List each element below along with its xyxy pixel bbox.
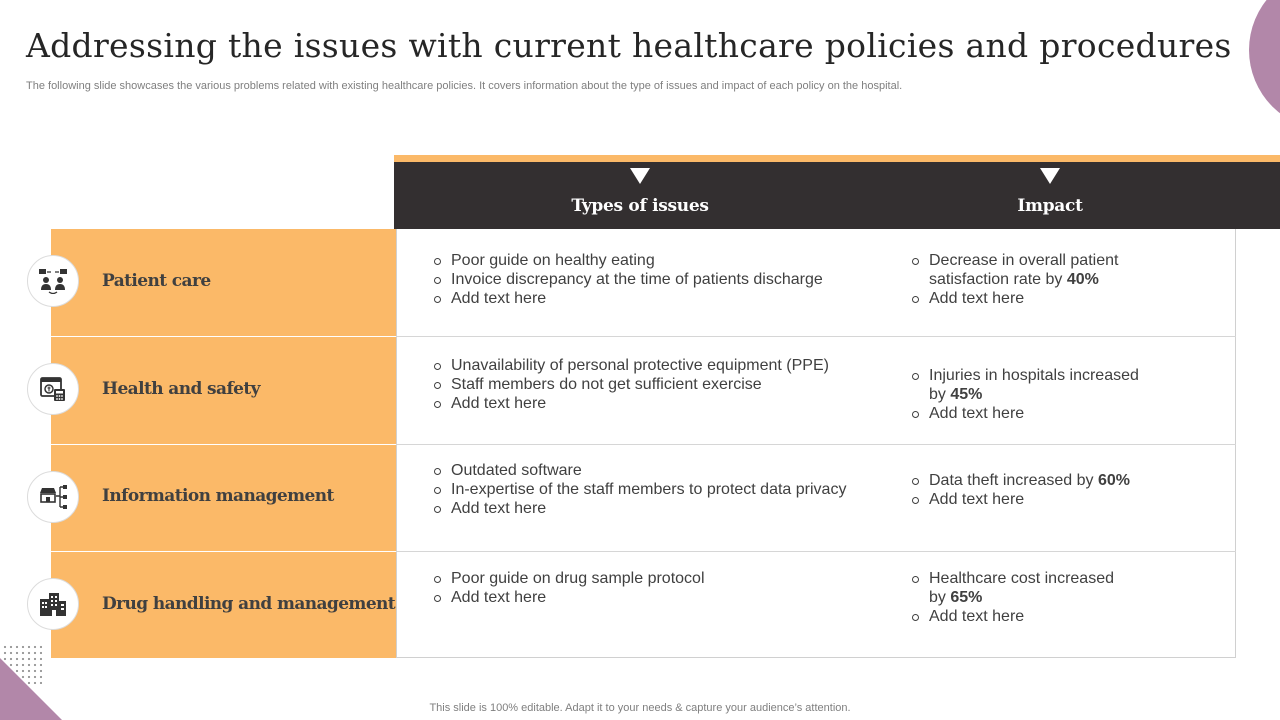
- impact-list: [911, 366, 1139, 423]
- category-label: Patient care: [102, 271, 211, 291]
- list-item: Invoice discrepancy at the time of patients discharge: [433, 270, 823, 289]
- row-divider: [396, 336, 1236, 337]
- impact-text: by: [929, 589, 951, 606]
- header-impact: [900, 162, 1200, 229]
- list-item: [911, 471, 1130, 490]
- impact-list: [911, 471, 1130, 509]
- types-list: [433, 251, 823, 308]
- list-item: [911, 366, 1139, 404]
- impact-value: 65%: [950, 589, 983, 606]
- category-divider: [51, 336, 396, 337]
- decorative-circle: [1249, 0, 1280, 130]
- list-item: Poor guide on drug sample protocol: [433, 569, 705, 588]
- impact-text: Data theft increased by: [929, 472, 1098, 489]
- information-management-icon: [27, 471, 79, 523]
- impact-text: Injuries in hospitals increased: [929, 367, 1139, 384]
- types-list: [433, 461, 846, 518]
- header-types-of-issues: [490, 162, 790, 229]
- list-item: Staff members do not get sufficient exercise: [433, 375, 829, 394]
- list-item: Unavailability of personal protective equipment (PPE): [433, 356, 829, 375]
- impact-value: 60%: [1097, 472, 1131, 489]
- table-header: [394, 162, 1280, 229]
- row-divider: [396, 444, 1236, 445]
- list-item: [911, 251, 1118, 289]
- types-list: [433, 569, 705, 607]
- category-label: Health and safety: [102, 379, 260, 399]
- header-accent-stripe: [394, 155, 1280, 162]
- impact-list: [911, 251, 1118, 308]
- category-divider: [51, 551, 396, 552]
- row-divider: [396, 551, 1236, 552]
- list-item: Add text here: [911, 490, 1130, 509]
- list-item: Outdated software: [433, 461, 846, 480]
- impact-text: by: [929, 386, 951, 403]
- drug-handling-icon: [27, 578, 79, 630]
- patient-care-icon: [27, 255, 79, 307]
- list-item: In-expertise of the staff members to protect data privacy: [433, 480, 846, 499]
- impact-value: 40%: [1066, 271, 1099, 288]
- header-label: Types of issues: [571, 196, 709, 216]
- list-item: Add text here: [911, 289, 1118, 308]
- chevron-down-icon: [1040, 168, 1060, 184]
- list-item: Add text here: [433, 588, 705, 607]
- list-item: Add text here: [433, 499, 846, 518]
- impact-text: Healthcare cost increased: [929, 570, 1114, 587]
- list-item: Add text here: [433, 289, 823, 308]
- types-list: [433, 356, 829, 413]
- list-item: Poor guide on healthy eating: [433, 251, 823, 270]
- impact-value: 45%: [950, 386, 983, 403]
- category-label: Information management: [102, 486, 334, 506]
- list-item: Add text here: [911, 607, 1114, 626]
- health-safety-icon: [27, 363, 79, 415]
- footer-note: This slide is 100% editable. Adapt it to your needs & capture your audience’s attention.: [429, 702, 851, 714]
- list-item: Add text here: [911, 404, 1139, 423]
- chevron-down-icon: [630, 168, 650, 184]
- header-label: Impact: [1017, 196, 1083, 216]
- slide-subtitle: The following slide showcases the various problems related with existing healthcare policies. It covers information about the type of issues and impact of each policy on the hospital.: [26, 80, 903, 92]
- list-item: Add text here: [433, 394, 829, 413]
- impact-list: [911, 569, 1114, 626]
- list-item: [911, 569, 1114, 607]
- impact-text: satisfaction rate by: [929, 271, 1067, 288]
- slide-title: Addressing the issues with current healthcare policies and procedures: [26, 26, 1232, 65]
- impact-text: Decrease in overall patient: [929, 252, 1119, 269]
- category-label: Drug handling and management: [102, 594, 396, 614]
- category-divider: [51, 444, 396, 445]
